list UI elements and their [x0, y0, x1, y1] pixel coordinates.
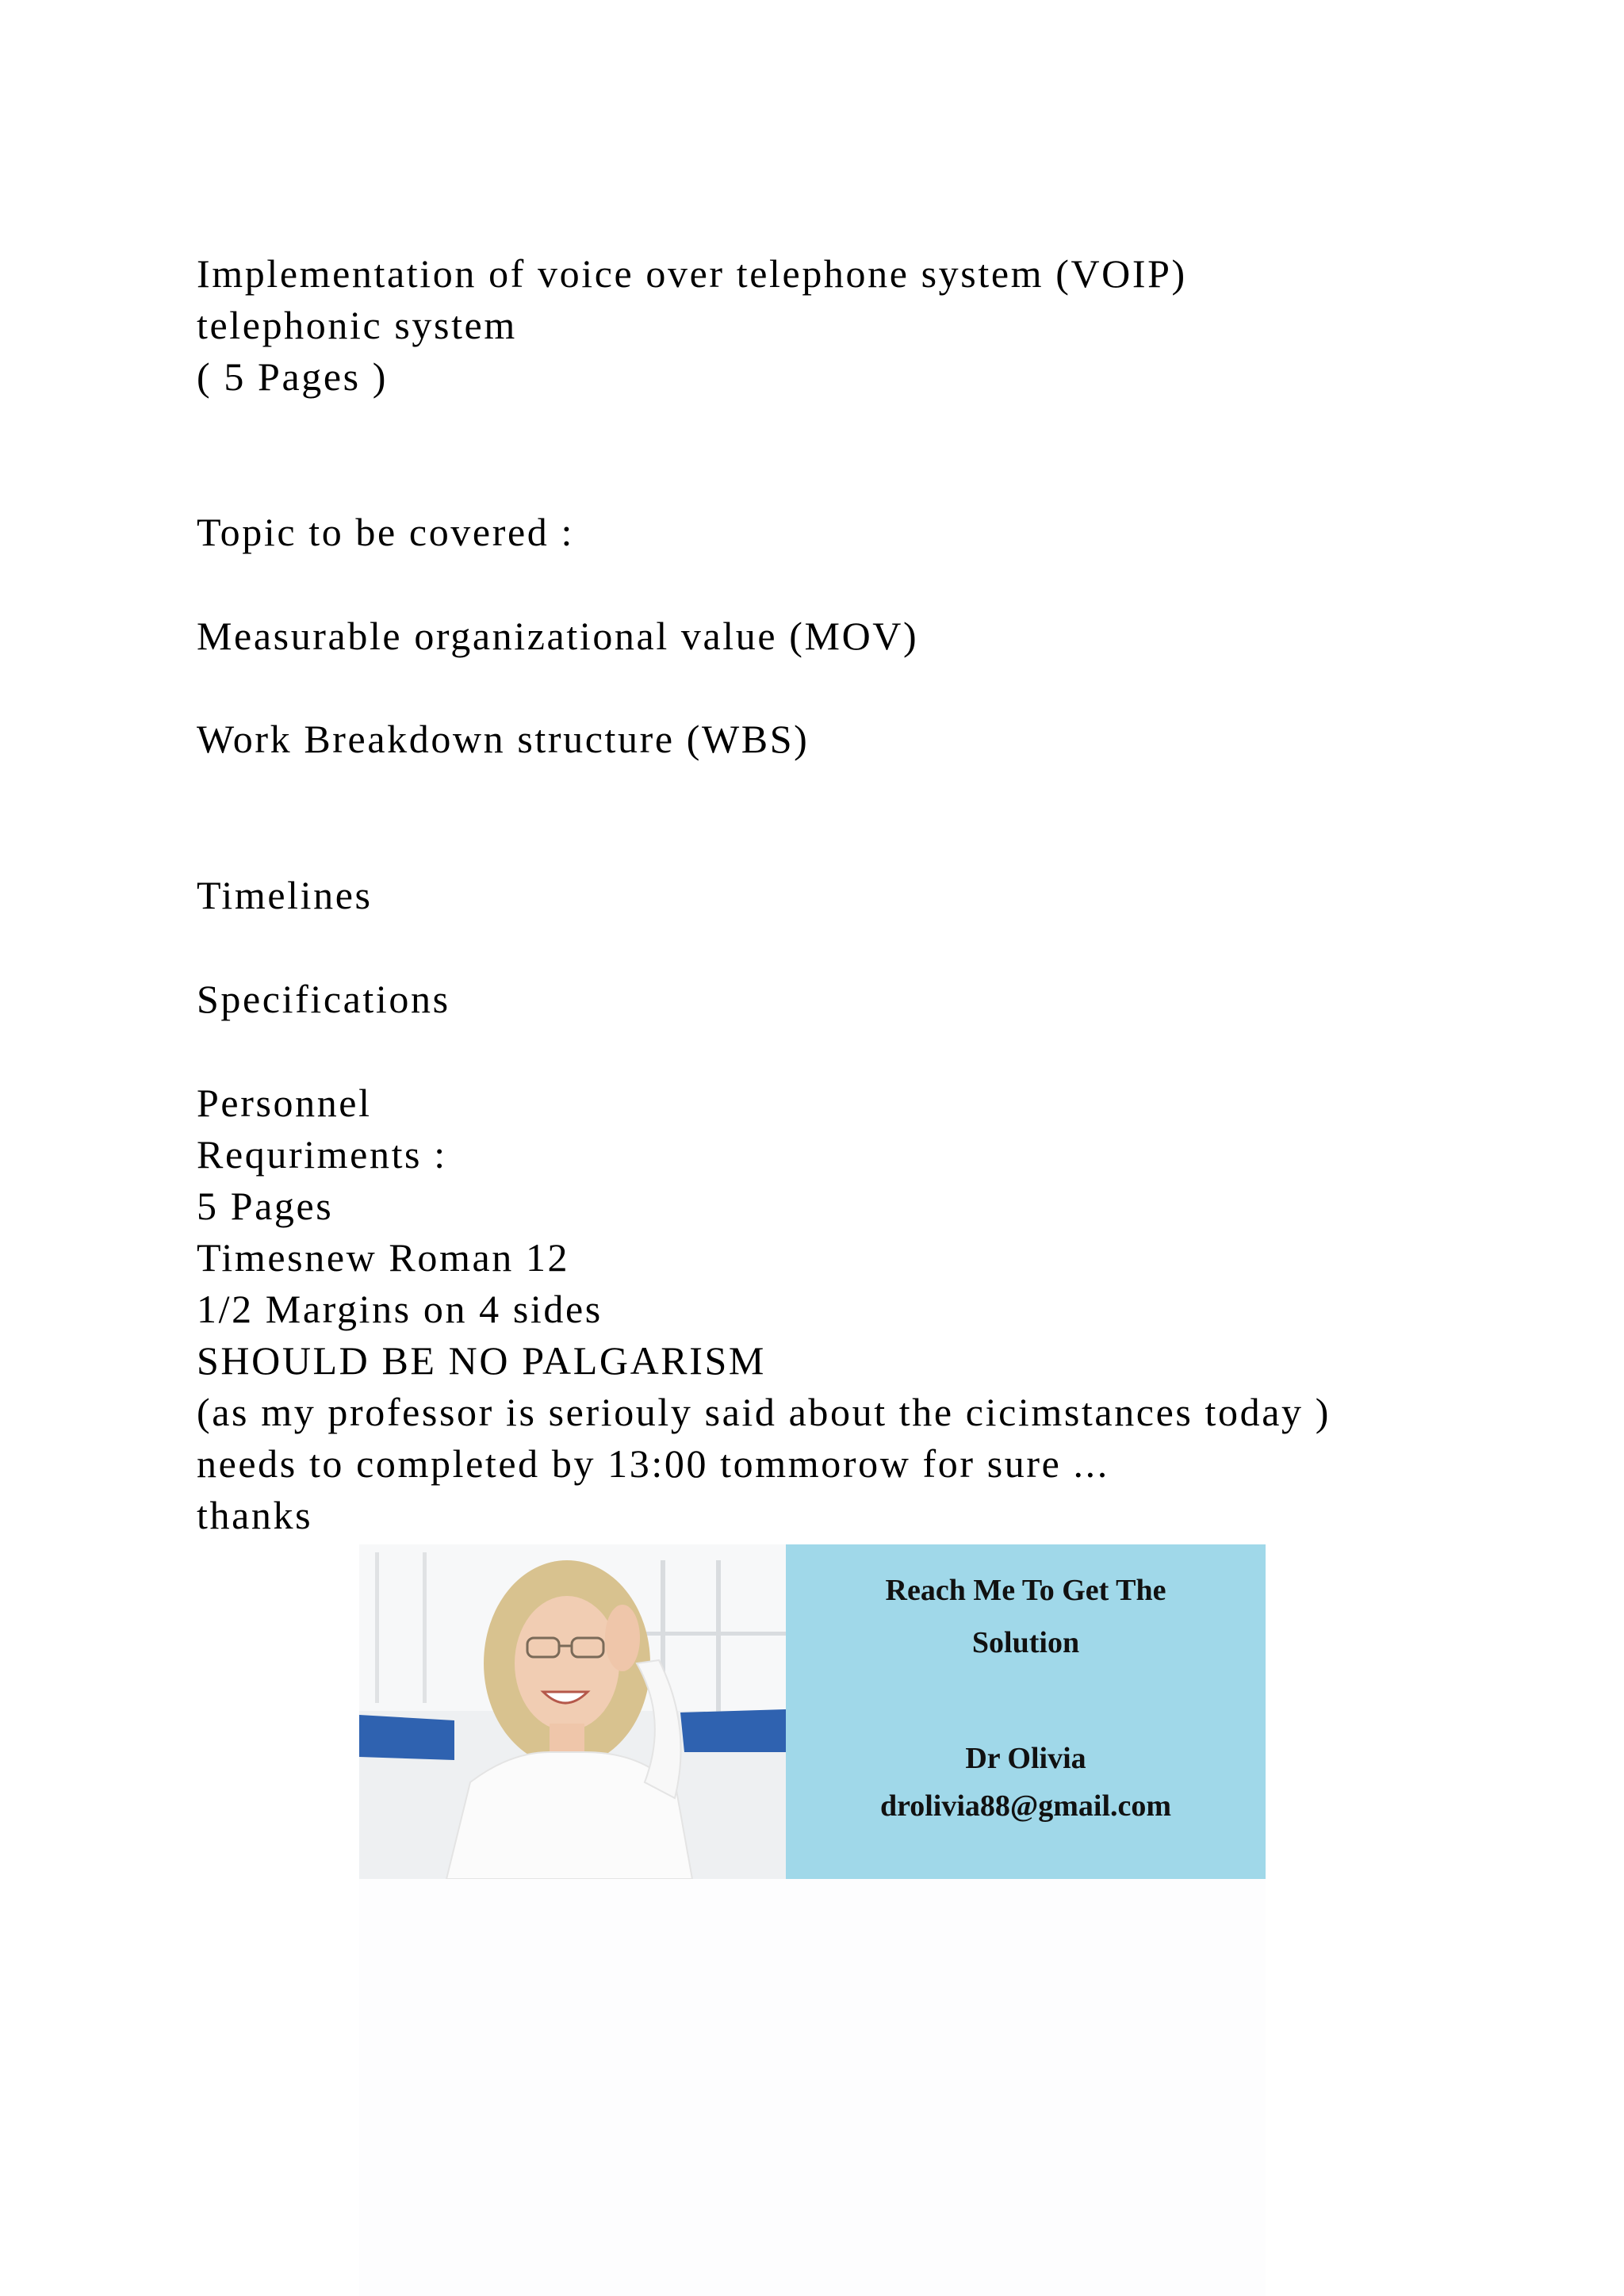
- topic-specifications: Specifications: [197, 977, 450, 1021]
- contact-email: drolivia88@gmail.com: [879, 1789, 1172, 1823]
- topics-heading: Topic to be covered :: [197, 510, 574, 554]
- doc-title-line-1: Implementation of voice over telephone system (VOIP): [197, 251, 1187, 296]
- banner-headline-1: Reach Me To Get The: [885, 1574, 1166, 1607]
- doc-title-line-2: telephonic system: [197, 303, 517, 347]
- requirement-pages: 5 Pages: [197, 1184, 334, 1228]
- contact-panel: [786, 1544, 1266, 1879]
- topic-wbs: Work Breakdown structure (WBS): [197, 717, 810, 761]
- topic-mov: Measurable organizational value (MOV): [197, 614, 919, 658]
- requirement-margins: 1/2 Margins on 4 sides: [197, 1287, 603, 1331]
- requirement-plagiarism: SHOULD BE NO PALGARISM: [197, 1338, 766, 1383]
- note-professor: (as my professor is seriouly said about the cicimstances today ): [197, 1390, 1331, 1434]
- contact-banner: [359, 1544, 1266, 1879]
- requirements-heading: Requriments :: [197, 1132, 447, 1177]
- topic-timelines: Timelines: [197, 873, 373, 917]
- contact-name: Dr Olivia: [965, 1742, 1086, 1775]
- note-thanks: thanks: [197, 1493, 313, 1537]
- banner-headline-2: Solution: [971, 1626, 1080, 1659]
- doc-page-count: ( 5 Pages ): [197, 354, 389, 399]
- requirement-font: Timesnew Roman 12: [197, 1235, 570, 1280]
- topic-personnel: Personnel: [197, 1081, 372, 1125]
- note-deadline: needs to completed by 13:00 tommorow for sure ...: [197, 1441, 1109, 1486]
- woman-photo: [359, 1544, 786, 1879]
